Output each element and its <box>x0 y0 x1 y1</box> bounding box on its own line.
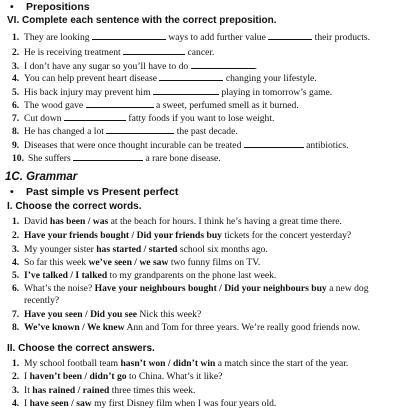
prep-item <box>12 86 332 99</box>
item-number: 2. <box>12 47 20 58</box>
answer-blank[interactable] <box>92 31 166 40</box>
item-number: 1. <box>12 32 20 43</box>
item-text: a rare bone disease. <box>143 153 221 164</box>
item-text: They are looking <box>24 32 92 43</box>
prep-item <box>12 31 370 44</box>
part1-title: I. Choose the correct words. <box>7 201 142 212</box>
item-number: 5. <box>12 87 20 98</box>
item-number: 5. <box>12 270 20 281</box>
grammar-heading: 1C. Grammar <box>5 171 78 183</box>
item-number: 3. <box>12 244 20 255</box>
item-text: a sweet, perfumed smell as it burned. <box>153 100 299 111</box>
item-text: tickets for the concert yesterday? <box>221 230 352 241</box>
answer-blank[interactable] <box>123 46 185 55</box>
item-number: 4. <box>12 398 20 409</box>
part2-item <box>12 358 348 370</box>
item-number: 6. <box>12 283 20 294</box>
answer-choice[interactable]: have seen / saw <box>29 398 92 409</box>
item-text: I <box>24 398 30 409</box>
answer-choice[interactable]: We’ve known / We knew <box>24 322 125 333</box>
answer-choice[interactable]: I’ve talked / I talked <box>24 270 108 281</box>
answer-choice[interactable]: has been / was <box>49 216 109 227</box>
part2-title: II. Choose the correct answers. <box>7 343 155 354</box>
answer-blank[interactable] <box>153 86 219 95</box>
item-text: the past decade. <box>174 126 238 137</box>
answer-choice[interactable]: Have you seen / Did you see <box>24 309 137 320</box>
item-number: 3. <box>12 61 20 72</box>
item-text: My school football team <box>24 358 121 369</box>
item-text: a match since the start of the year. <box>215 358 349 369</box>
answer-blank[interactable] <box>244 139 304 148</box>
prep-item <box>12 125 238 138</box>
item-text: It <box>24 385 33 396</box>
part2-item <box>12 385 195 397</box>
answer-choice[interactable]: Have your friends bought / Did your friends buy <box>24 230 222 241</box>
item-text: You can help prevent heart disease <box>24 73 160 84</box>
item-text: my first Disney film when I was four years old. <box>91 398 277 409</box>
prep-item <box>12 152 221 165</box>
bullet-icon: • <box>10 186 14 198</box>
part1-item <box>12 216 342 228</box>
item-text: Diseases that were once thought incurable can be treated <box>24 140 244 151</box>
item-text: a new dog <box>326 283 369 294</box>
item-text: school six months ago. <box>177 244 268 255</box>
part1-item <box>12 244 268 256</box>
item-text: ways to add further value <box>165 32 269 43</box>
part1-item <box>12 270 276 282</box>
answer-choice[interactable]: Have your neighbours bought / Did your neighbours buy <box>94 283 327 294</box>
item-text: His back injury may prevent him <box>24 87 153 98</box>
item-text: changing your lifestyle. <box>223 73 317 84</box>
item-number: 2. <box>12 230 20 241</box>
item-number: 4. <box>12 73 20 84</box>
item-number: 4. <box>12 257 20 268</box>
item-text: cancer. <box>185 47 215 58</box>
item-number: 7. <box>12 309 20 320</box>
answer-choice[interactable]: we’ve seen / we saw <box>88 257 169 268</box>
answer-choice[interactable]: has started / started <box>96 244 178 255</box>
prep-item <box>12 112 274 125</box>
item-number: 1. <box>12 216 20 227</box>
item-text: playing in tomorrow’s game. <box>218 87 333 98</box>
answer-blank[interactable] <box>268 31 312 40</box>
answer-blank[interactable] <box>86 99 154 108</box>
answer-choice[interactable]: hasn’t won / didn’t win <box>120 358 216 369</box>
prep-item <box>12 139 349 152</box>
item-text: Ann and Tom for three years. We’re really good friends now. <box>124 322 361 333</box>
part2-item <box>12 371 222 383</box>
item-text: their products. <box>312 32 371 43</box>
answer-blank[interactable] <box>191 60 255 69</box>
part1-item <box>12 309 201 321</box>
item-text: He is receiving treatment <box>24 47 124 58</box>
item-number: 1. <box>12 358 20 369</box>
item-number: 6. <box>12 100 20 111</box>
prep-item <box>12 46 214 59</box>
part1-item <box>12 257 260 269</box>
item-number: 2. <box>12 371 20 382</box>
item-number: 10. <box>12 153 24 164</box>
answer-choice[interactable]: haven’t been / didn’t go <box>29 371 127 382</box>
item-text: at the beach for hours. I think he’s having a great time there. <box>108 216 342 227</box>
grammar-subheading: • Past simple vs Present perfect <box>10 186 179 198</box>
item-number: 3. <box>12 385 20 396</box>
item-number: 8. <box>12 322 20 333</box>
item-text: two funny films on TV. <box>168 257 261 268</box>
item-text: What’s the noise? <box>24 283 95 294</box>
answer-blank[interactable] <box>64 112 126 121</box>
answer-blank[interactable] <box>73 152 143 161</box>
item-text: Nick this week? <box>137 309 202 320</box>
item-text: She suffers <box>28 153 74 164</box>
item-text: to my grandparents on the phone last week. <box>107 270 277 281</box>
answer-choice[interactable]: has rained / rained <box>32 385 110 396</box>
item-text: I don’t have any sugar so you’ll have to do <box>24 61 191 72</box>
item-text: to China. What’s it like? <box>126 371 223 382</box>
item-text: Cut down <box>24 113 64 124</box>
prep-item <box>12 72 317 85</box>
bullet-icon: • <box>10 1 14 13</box>
exercise-vi-title: VI. Complete each sentence with the correct preposition. <box>7 15 277 26</box>
item-text: So far this week <box>24 257 89 268</box>
item-number: 9. <box>12 140 20 151</box>
item-number: 7. <box>12 113 20 124</box>
item-text: . <box>254 61 258 72</box>
item-text: He has changed a lot <box>24 126 107 137</box>
answer-blank[interactable] <box>106 125 174 134</box>
prepositions-heading: • Prepositions <box>10 1 90 13</box>
prep-item <box>12 99 299 112</box>
item-text-continuation: recently? <box>24 295 60 306</box>
item-text: David <box>24 216 50 227</box>
part1-item <box>12 283 369 307</box>
item-text: The wood gave <box>24 100 86 111</box>
item-text: three times this week. <box>109 385 196 396</box>
item-text: My younger sister <box>24 244 97 255</box>
answer-blank[interactable] <box>159 72 223 81</box>
part1-item <box>12 230 351 242</box>
item-text: I <box>24 371 30 382</box>
item-text: antibiotics. <box>303 140 349 151</box>
part1-item <box>12 322 360 334</box>
item-text: fatty foods if you want to lose weight. <box>125 113 275 124</box>
item-number: 8. <box>12 126 20 137</box>
